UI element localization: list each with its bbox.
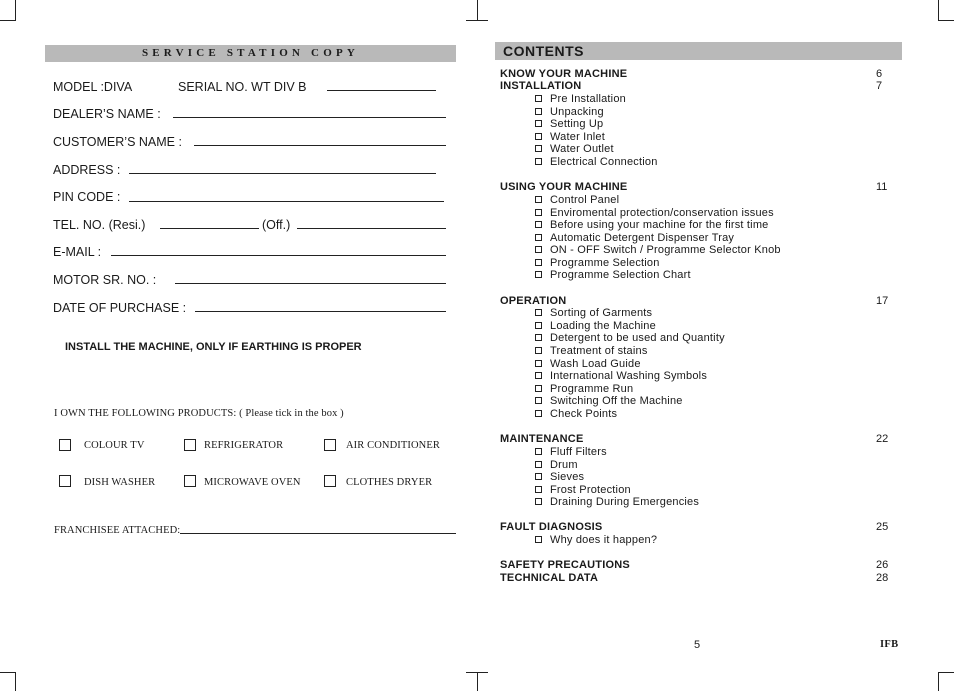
bullet-box-icon <box>535 145 542 152</box>
toc-item[interactable]: Water Inlet <box>535 131 605 143</box>
products-prompt: I OWN THE FOLLOWING PRODUCTS: ( Please tick in the box ) <box>54 408 344 419</box>
tel-resi-label: TEL. NO. (Resi.) <box>53 218 146 232</box>
crop-mark <box>938 672 954 673</box>
microwave-oven-label: MICROWAVE OVEN <box>204 477 301 488</box>
bullet-box-icon <box>535 486 542 493</box>
customer-label: CUSTOMER’S NAME : <box>53 135 182 149</box>
dealer-line[interactable] <box>173 117 446 118</box>
air-conditioner-checkbox[interactable] <box>324 439 336 451</box>
air-conditioner-label: AIR CONDITIONER <box>346 440 440 451</box>
dealer-label: DEALER’S NAME : <box>53 107 161 121</box>
bullet-box-icon <box>535 473 542 480</box>
toc-item[interactable]: Programme Selection Chart <box>535 269 691 281</box>
email-label: E-MAIL : <box>53 245 102 259</box>
clothes-dryer-label: CLOTHES DRYER <box>346 477 433 488</box>
toc-item[interactable]: Sieves <box>535 471 584 483</box>
bullet-box-icon <box>535 221 542 228</box>
toc-page-number: 22 <box>876 433 889 445</box>
toc-item[interactable]: ON - OFF Switch / Programme Selector Knob <box>535 244 781 256</box>
crop-mark <box>0 672 16 673</box>
toc-item[interactable]: Loading the Machine <box>535 320 656 332</box>
bullet-box-icon <box>535 95 542 102</box>
toc-page-number: 28 <box>876 572 889 584</box>
toc-item[interactable]: Draining During Emergencies <box>535 496 699 508</box>
toc-item[interactable]: Drum <box>535 459 578 471</box>
toc-item[interactable]: Unpacking <box>535 106 604 118</box>
bullet-box-icon <box>535 133 542 140</box>
bullet-box-icon <box>535 309 542 316</box>
toc-item[interactable]: International Washing Symbols <box>535 370 707 382</box>
toc-section-know-your-machine[interactable]: KNOW YOUR MACHINE <box>500 68 628 80</box>
bullet-box-icon <box>535 158 542 165</box>
serial-line[interactable] <box>327 90 436 91</box>
bullet-box-icon <box>535 196 542 203</box>
colour-tv-checkbox[interactable] <box>59 439 71 451</box>
toc-item[interactable]: Setting Up <box>535 118 603 130</box>
pin-line[interactable] <box>129 201 444 202</box>
bullet-box-icon <box>535 246 542 253</box>
toc-item[interactable]: Why does it happen? <box>535 534 657 546</box>
refrigerator-label: REFRIGERATOR <box>204 440 284 451</box>
pin-label: PIN CODE : <box>53 190 121 204</box>
toc-item[interactable]: Sorting of Garments <box>535 307 652 319</box>
refrigerator-checkbox[interactable] <box>184 439 196 451</box>
bullet-box-icon <box>535 410 542 417</box>
motor-line[interactable] <box>175 283 446 284</box>
toc-page-number: 6 <box>876 68 883 80</box>
bullet-box-icon <box>535 209 542 216</box>
tel-off-label: (Off.) <box>262 218 291 232</box>
purchase-label: DATE OF PURCHASE : <box>53 301 187 315</box>
toc-item[interactable]: Electrical Connection <box>535 156 658 168</box>
brand-logo: IFB <box>880 639 899 650</box>
tel-resi-line[interactable] <box>160 228 259 229</box>
email-line[interactable] <box>111 255 446 256</box>
bullet-box-icon <box>535 108 542 115</box>
toc-page-number: 11 <box>876 181 888 193</box>
toc-section-operation[interactable]: OPERATION <box>500 295 567 307</box>
bullet-box-icon <box>535 322 542 329</box>
toc-item[interactable]: Treatment of stains <box>535 345 648 357</box>
toc-item[interactable]: Control Panel <box>535 194 619 206</box>
toc-section-installation[interactable]: INSTALLATION <box>500 80 582 92</box>
toc-item[interactable]: Fluff Filters <box>535 446 607 458</box>
bullet-box-icon <box>535 385 542 392</box>
toc-section-using-your-machine[interactable]: USING YOUR MACHINE <box>500 181 628 193</box>
toc-page-number: 26 <box>876 559 889 571</box>
crop-mark <box>15 0 16 21</box>
crop-mark <box>15 672 16 691</box>
toc-page-number: 25 <box>876 521 889 533</box>
bullet-box-icon <box>535 372 542 379</box>
dish-washer-checkbox[interactable] <box>59 475 71 487</box>
toc-item[interactable]: Water Outlet <box>535 143 614 155</box>
install-note: INSTALL THE MACHINE, ONLY IF EARTHING IS PROPER <box>65 341 362 353</box>
bullet-box-icon <box>535 234 542 241</box>
toc-section-technical-data[interactable]: TECHNICAL DATA <box>500 572 599 584</box>
model-label: MODEL :DIVA <box>53 80 133 94</box>
page-number: 5 <box>694 639 701 651</box>
bullet-box-icon <box>535 397 542 404</box>
toc-item[interactable]: Automatic Detergent Dispenser Tray <box>535 232 734 244</box>
crop-mark <box>938 20 954 21</box>
toc-item[interactable]: Programme Run <box>535 383 633 395</box>
toc-item[interactable]: Pre Installation <box>535 93 626 105</box>
motor-label: MOTOR SR. NO. : <box>53 273 157 287</box>
tel-off-line[interactable] <box>297 228 446 229</box>
bullet-box-icon <box>535 259 542 266</box>
serial-label: SERIAL NO. WT DIV B <box>178 80 307 94</box>
toc-item[interactable]: Detergent to be used and Quantity <box>535 332 725 344</box>
service-station-header: SERVICE STATION COPY <box>45 45 456 62</box>
colour-tv-label: COLOUR TV <box>84 440 145 451</box>
crop-mark <box>0 20 16 21</box>
toc-item[interactable]: Before using your machine for the first time <box>535 219 769 231</box>
toc-page-number: 17 <box>876 295 889 307</box>
toc-item[interactable]: Wash Load Guide <box>535 358 641 370</box>
crop-mark <box>938 0 939 21</box>
bullet-box-icon <box>535 461 542 468</box>
toc-section-maintenance[interactable]: MAINTENANCE <box>500 433 584 445</box>
crop-mark <box>477 0 478 21</box>
address-label: ADDRESS : <box>53 163 121 177</box>
toc-item[interactable]: Enviromental protection/conservation issues <box>535 207 774 219</box>
dish-washer-label: DISH WASHER <box>84 477 156 488</box>
bullet-box-icon <box>535 334 542 341</box>
bullet-box-icon <box>535 536 542 543</box>
franchisee-label: FRANCHISEE ATTACHED: <box>54 525 181 536</box>
toc-item[interactable]: Frost Protection <box>535 484 631 496</box>
address-line[interactable] <box>129 173 436 174</box>
franchisee-line[interactable] <box>180 533 456 534</box>
bullet-box-icon <box>535 347 542 354</box>
toc-section-fault-diagnosis[interactable]: FAULT DIAGNOSIS <box>500 521 603 533</box>
clothes-dryer-checkbox[interactable] <box>324 475 336 487</box>
bullet-box-icon <box>535 271 542 278</box>
toc-item[interactable]: Check Points <box>535 408 617 420</box>
contents-title: CONTENTS <box>503 43 584 59</box>
toc-item[interactable]: Switching Off the Machine <box>535 395 683 407</box>
purchase-line[interactable] <box>195 311 446 312</box>
customer-line[interactable] <box>194 145 446 146</box>
crop-mark <box>477 672 478 691</box>
bullet-box-icon <box>535 120 542 127</box>
microwave-oven-checkbox[interactable] <box>184 475 196 487</box>
bullet-box-icon <box>535 498 542 505</box>
crop-mark <box>938 672 939 691</box>
toc-page-number: 7 <box>876 80 883 92</box>
toc-section-safety-precautions[interactable]: SAFETY PRECAUTIONS <box>500 559 630 571</box>
toc-item[interactable]: Programme Selection <box>535 257 660 269</box>
bullet-box-icon <box>535 448 542 455</box>
bullet-box-icon <box>535 360 542 367</box>
